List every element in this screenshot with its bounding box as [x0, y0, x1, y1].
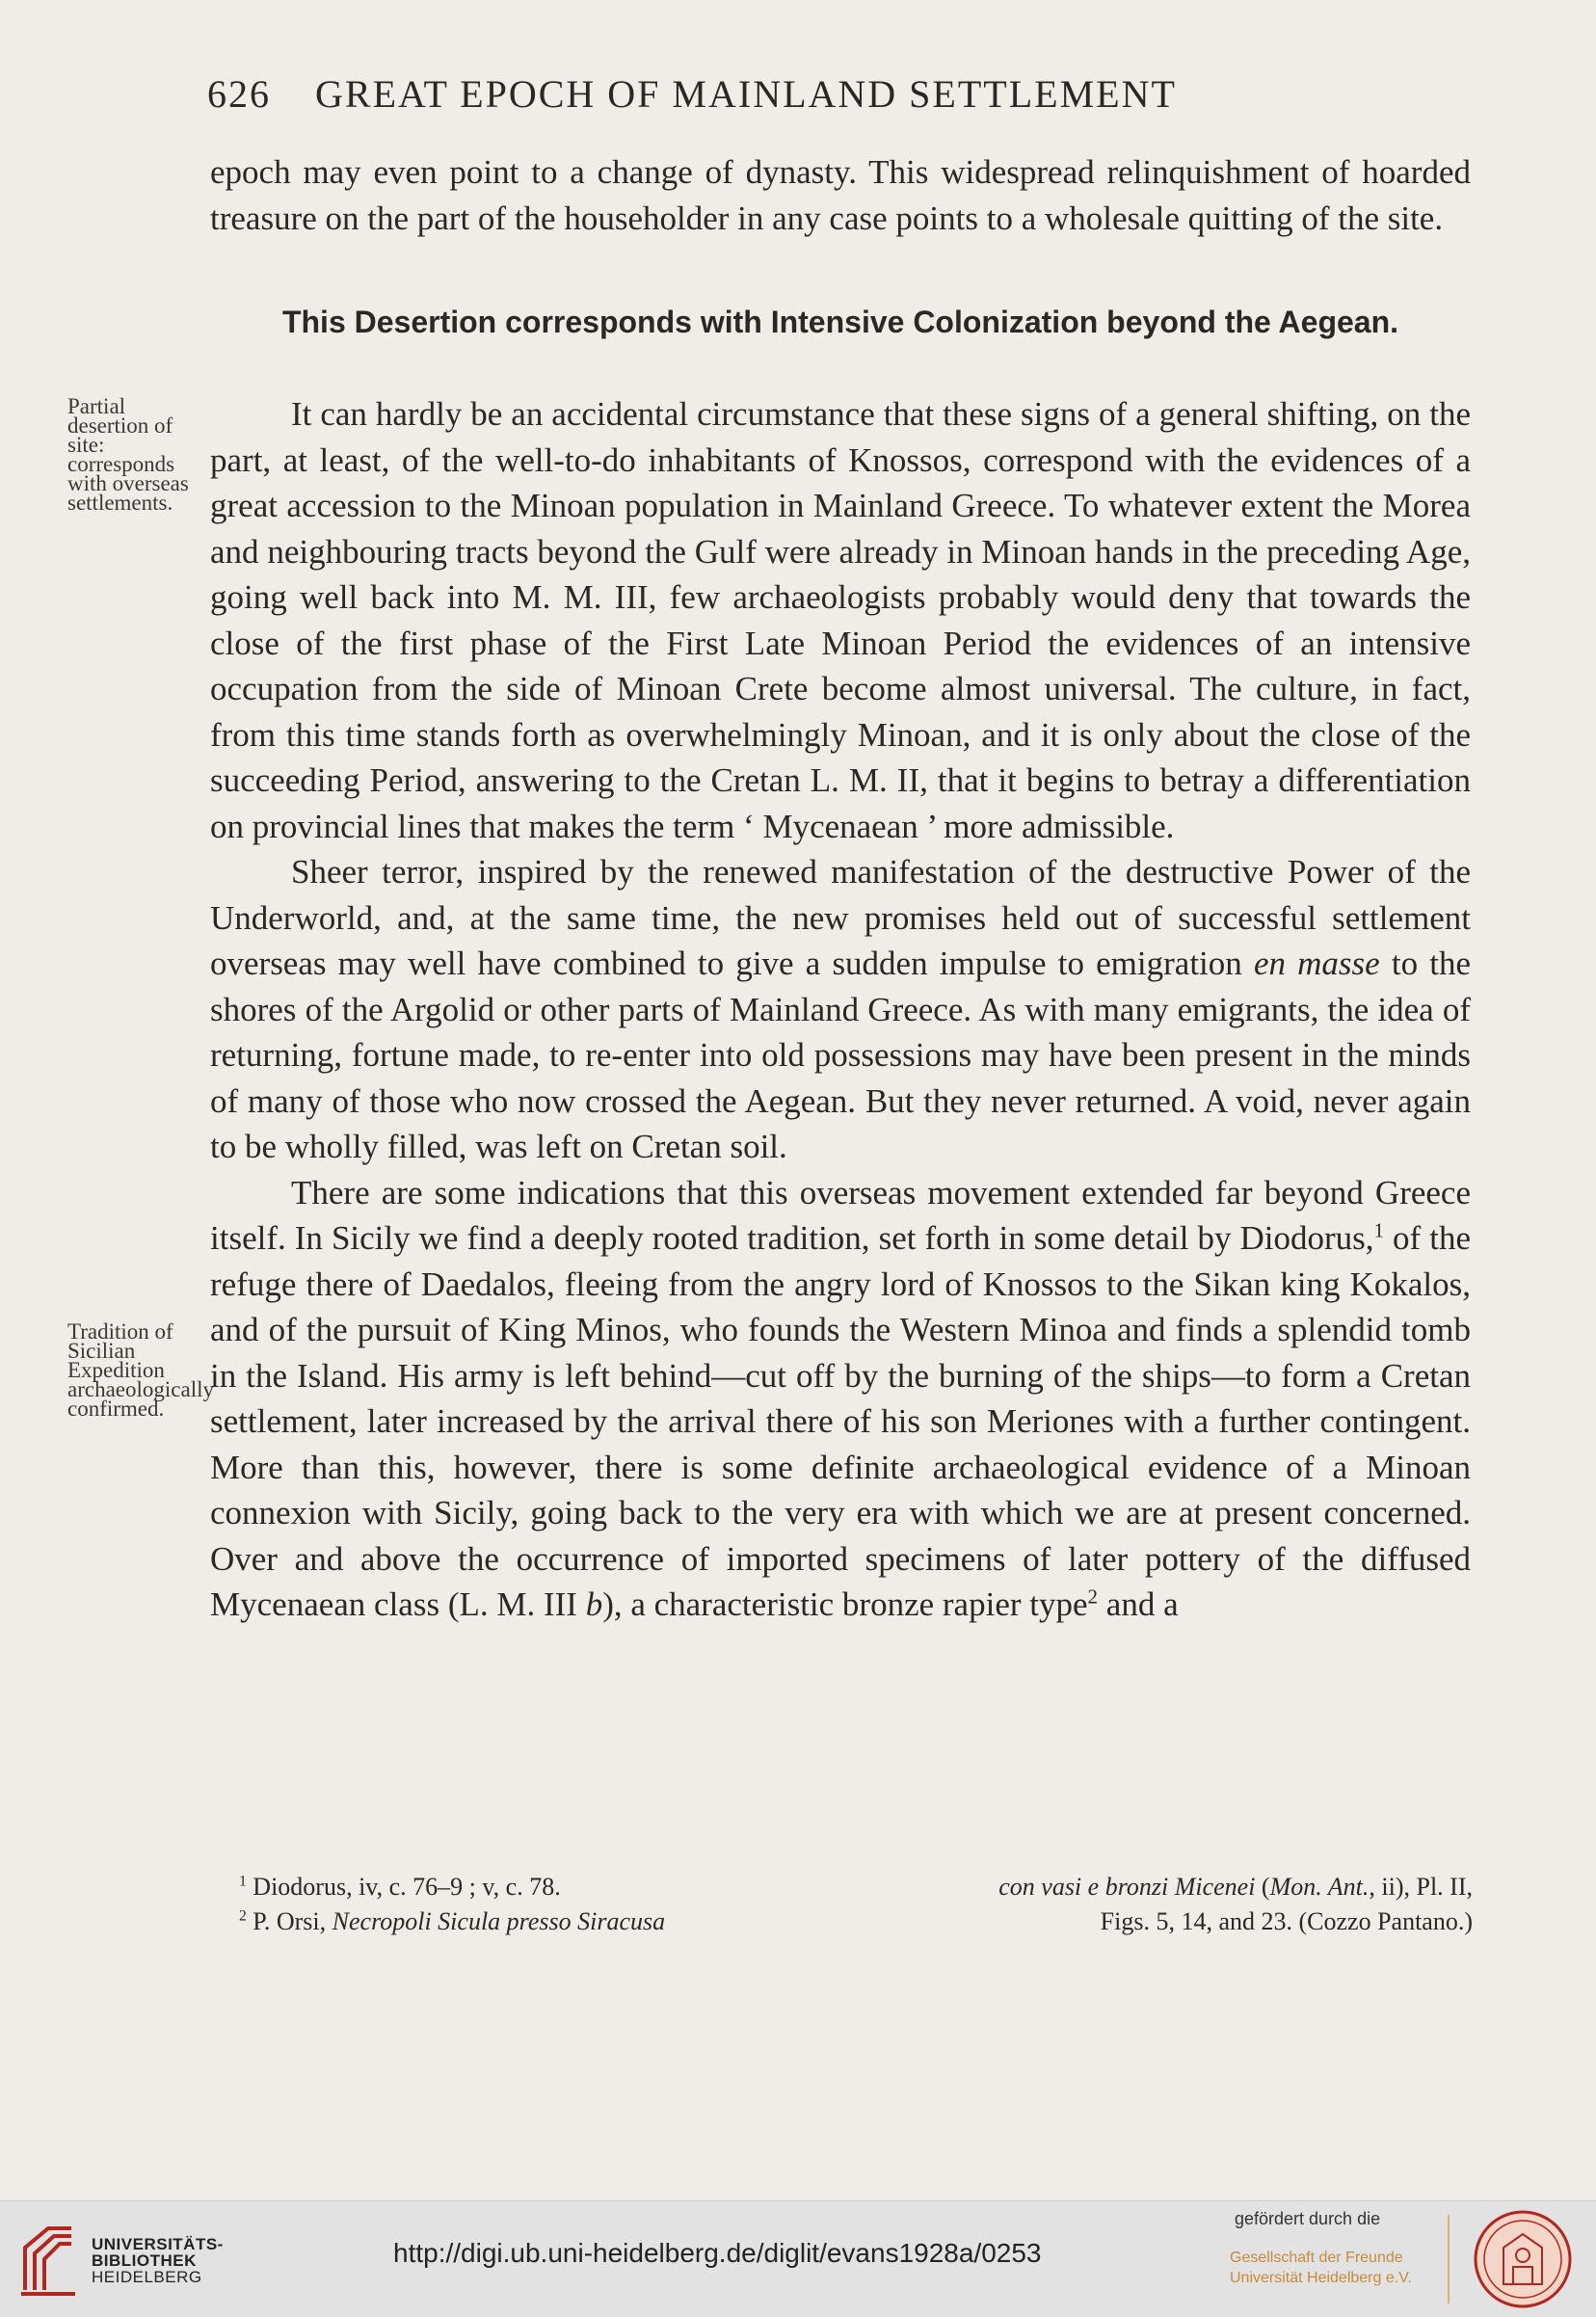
footnote-2: $^2$ P. Orsi, Necropoli Sicula presso Siracusa Figs. 5, 14, and 23. (Cozzo Pantano.)	[239, 1907, 1473, 1935]
footnote-ref-1[interactable]: 1	[1373, 1218, 1385, 1242]
society-name: Gesellschaft der Freunde Universität Heidelberg e.V.	[1230, 2250, 1412, 2286]
footnotes	[239, 1870, 1473, 1939]
paragraph-2: Sheer terror, inspired by the renewed manifestation of the destructive Power of the Underworld, and, at the same time, the new promises held out of successful settlement overseas may well have combined to give a sudden impulse to emigration en masse to the shores of the Argolid or other parts of Mainland Greece. As with many emigrants, the idea of returning, fortune made, to re-enter into old possessions may have been present in the minds of many of those who now crossed the Aegean. But they never returned. A void, never again to be wholly filled, was left on Cretan soil.	[210, 853, 1472, 1165]
margin-note-sicilian-tradition: Tradition of Sicilian Expedition archaeologically confirmed.	[67, 1319, 214, 1421]
section-heading: This Desertion corresponds with Intensive Colonization beyond the Aegean.	[281, 305, 1399, 339]
running-header	[207, 71, 1460, 117]
library-name: UNIVERSITÄTS- BIBLIOTHEK HEIDELBERG	[92, 2235, 224, 2286]
footnote-1: $^1$ Diodorus, iv, c. 76–9 ; v, c. 78. con vasi e bronzi Micenei (Mon. Ant., ii), Pl. II,	[239, 1873, 1473, 1901]
funded-by-label: gefördert durch die	[1235, 2209, 1381, 2228]
main-text	[210, 391, 1471, 1628]
university-library-logo-icon[interactable]	[19, 2223, 79, 2298]
permalink[interactable]: http://digi.ub.uni-heidelberg.de/diglit/evans1928a/0253	[393, 2238, 1042, 2268]
university-seal-icon	[1473, 2209, 1573, 2309]
intro-paragraph: epoch may even point to a change of dynasty. This widespread relinquishment of hoarded treasure on the part of the householder in any case points to a wholesale quitting of the site.	[210, 153, 1471, 237]
paragraph-1: It can hardly be an accidental circumstance that these signs of a general shifting, on the part, at least, of the well-to-do inhabitants of Knossos, correspond with the evidences of a great accession to the Minoan population in Mainland Greece. To whatever extent the Morea and neighbouring tracts beyond the Gulf were already in Minoan hands in the preceding Age, going well back into M. M. III, few archaeologists probably would deny that towards the close of the first phase of the First Late Minoan Period the evidences of an intensive occupation from the side of Minoan Crete become almost universal. The culture, in fact, from this time stands forth as overwhelmingly Minoan, and it is only about the close of the succeeding Period, answering to the Cretan L. M. II, that it begins to betray a differentiation on provincial lines that makes the term ‘ Mycenaean ’ more admissible.	[210, 395, 1471, 845]
running-title: GREAT EPOCH OF MAINLAND SETTLEMENT	[315, 72, 1177, 116]
margin-note-desertion: Partial desertion of site: corresponds with overseas settlements.	[67, 394, 189, 515]
digitization-footer	[0, 2200, 1596, 2317]
footnote-ref-2[interactable]: 2	[1087, 1585, 1099, 1609]
paragraph-3: There are some indications that this overseas movement extended far beyond Greece itself. In Sicily we find a deeply rooted tradition, set forth in some detail by Diodorus,$^1$ of the refuge there of Daedalos, fleeing from the angry lord of Knossos to the Sikan king Kokalos, and of the pursuit of King Minos, who founds the Western Minoa and finds a splendid tomb in the Island. His army is left behind—cut off by the burning of the ships—to form a Cretan settlement, later increased by the arrival there of his son Meriones with a further contingent. More than this, however, there is some definite archaeological evidence of a Minoan connexion with Sicily, going back to the very era with which we are at present concerned. Over and above the occurrence of imported specimens of later pottery of the diffused Mycenaean class (L. M. III b), a characteristic bronze rapier type$^2$ and a	[210, 1173, 1471, 1623]
divider	[1448, 2215, 1450, 2304]
page-number: 626	[207, 72, 271, 116]
